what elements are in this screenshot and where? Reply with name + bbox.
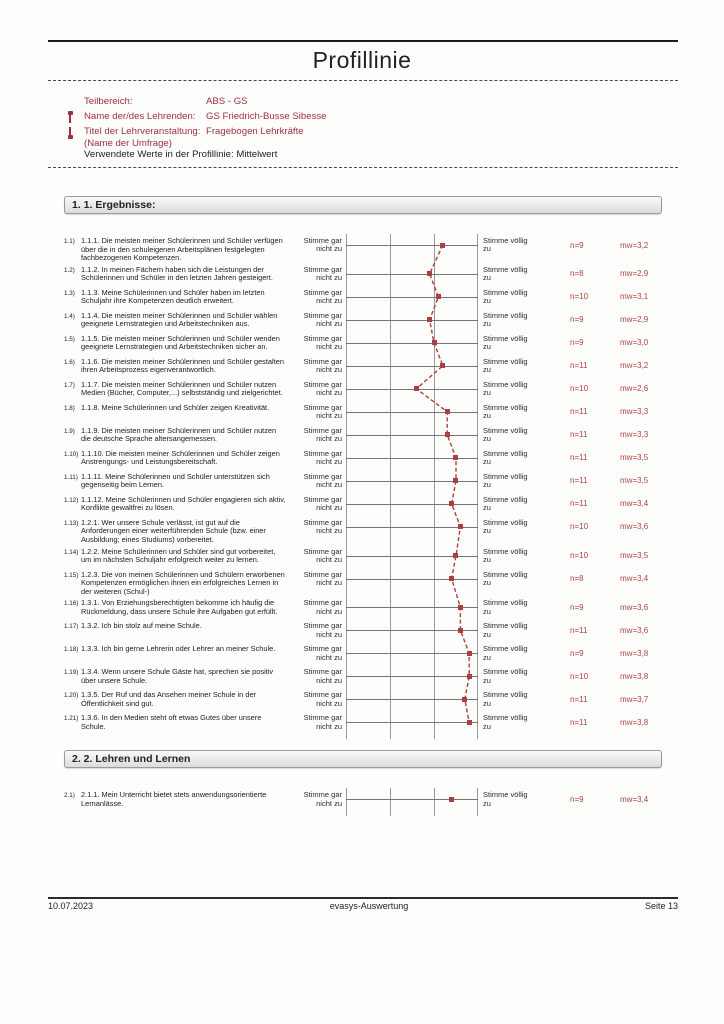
mean-value: mw=2,6 <box>620 384 649 394</box>
scale-label-right: Stimme völlig zu <box>483 448 528 467</box>
mean-value: mw=3,2 <box>620 361 649 371</box>
respondent-count: n=11 <box>570 430 588 440</box>
mean-value: mw=2,9 <box>620 315 649 325</box>
footer-page-number: Seite 13 <box>644 901 678 911</box>
respondent-count: n=9 <box>570 338 584 348</box>
respondent-count: n=11 <box>570 625 588 635</box>
meta-label-line1: Titel der Lehrveranstaltung: <box>84 126 201 137</box>
scale-label-right: Stimme völlig zu <box>483 598 528 616</box>
scale-axis <box>346 320 478 321</box>
question-ref: 1.5) <box>64 335 75 343</box>
question-row <box>64 312 662 332</box>
scale-label-right: Stimme völlig zu <box>483 356 528 375</box>
scale-axis <box>346 699 478 700</box>
mean-value: mw=3,3 <box>620 430 649 440</box>
respondent-count: n=11 <box>570 694 588 704</box>
question-text: 1.2.1. Wer unsere Schule verlässt, ist gut auf die Anforderungen einer weiterführenden Schule (bzw. einer Ausbildung; eines Studiums) vorbereitet. <box>81 517 266 544</box>
profile-chart <box>346 571 478 597</box>
question-ref: 1.12) <box>64 496 79 504</box>
respondent-count: n=10 <box>570 671 589 681</box>
scale-label-left: Stimme gar nicht zu <box>303 310 342 329</box>
meta-row-teilbereich <box>84 96 327 108</box>
scale-tick-2 <box>390 711 391 739</box>
footer-rule <box>48 897 678 899</box>
question-ref: 1.3) <box>64 289 75 297</box>
scale-label-left: Stimme gar nicht zu <box>303 690 342 708</box>
profile-chart <box>346 427 478 447</box>
respondent-count: n=9 <box>570 794 584 804</box>
scale-axis <box>346 343 478 344</box>
scale-tick-4 <box>477 788 478 816</box>
profile-line-start-icon <box>69 112 71 123</box>
scale-label-left: Stimme gar nicht zu <box>303 569 342 587</box>
meta-label-line2: (Name der Umfrage) <box>84 138 172 149</box>
question-ref: 1.4) <box>64 312 75 320</box>
mean-value: mw=3,6 <box>620 625 649 635</box>
mean-value: mw=3,5 <box>620 551 649 561</box>
scale-label-right: Stimme völlig zu <box>483 690 528 708</box>
question-ref: 2.1) <box>64 792 75 800</box>
question-text: 1.3.5. Der Ruf und das Ansehen meiner Schule in der Öffentlichkeit sind gut. <box>81 690 257 708</box>
profile-chart <box>346 289 478 309</box>
respondent-count: n=8 <box>570 574 584 584</box>
row-stats <box>533 473 680 486</box>
top-rule <box>48 40 678 42</box>
question-row <box>64 691 662 711</box>
profile-chart <box>346 519 478 545</box>
mean-value: mw=3,5 <box>620 476 649 486</box>
question-text: 1.1.1. Die meisten meiner Schülerinnen und Schüler verfügen über die in den schuleigenen Arbeitsplänen festgelegten fachbezogenen Kompetenzen. <box>81 236 283 263</box>
mean-marker <box>449 797 454 802</box>
row-stats <box>533 404 680 417</box>
question-text: 1.1.3. Meine Schülerinnen und Schüler haben im letzten Schuljahr ihre Kompetenzen deutlich erweitert. <box>81 287 265 306</box>
question-text: 1.3.1. Von Erziehungsberechtigten bekomme ich häufig die Rückmeldung, dass unsere Schule ihre Aufgaben gut erfüllt. <box>81 598 278 616</box>
question-ref: 1.16) <box>64 600 79 608</box>
scale-label-left: Stimme gar nicht zu <box>303 546 342 564</box>
question-ref: 1.18) <box>64 646 79 654</box>
scale-tick-3 <box>434 711 435 739</box>
question-row <box>64 289 662 309</box>
mean-marker <box>467 651 472 656</box>
row-stats <box>533 335 680 348</box>
meta-row-umfrage <box>84 126 327 150</box>
mean-marker <box>453 553 458 558</box>
scale-label-right: Stimme völlig zu <box>483 713 528 731</box>
mean-value: mw=3,7 <box>620 694 649 704</box>
mean-marker <box>467 720 472 725</box>
question-text: 1.3.6. In den Medien steht oft etwas Gutes über unsere Schule. <box>81 713 262 731</box>
scale-label-right: Stimme völlig zu <box>483 333 528 352</box>
scale-tick-4 <box>477 711 478 739</box>
question-text: 1.1.11. Meine Schülerinnen und Schüler unterstützen sich gegenseitig beim Lernen. <box>81 471 270 490</box>
mean-marker <box>445 432 450 437</box>
respondent-count: n=11 <box>570 407 588 417</box>
profile-chart <box>346 599 478 619</box>
question-row <box>64 473 662 493</box>
mean-marker <box>458 605 463 610</box>
row-stats <box>533 496 680 509</box>
scale-tick-3 <box>434 788 435 816</box>
scale-label-left: Stimme gar nicht zu <box>303 713 342 731</box>
row-stats <box>533 791 680 804</box>
profile-chart <box>346 691 478 711</box>
scale-label-right: Stimme völlig zu <box>483 379 528 398</box>
respondent-count: n=11 <box>570 476 588 486</box>
scale-tick-1 <box>346 788 347 816</box>
mean-value: mw=3,8 <box>620 717 649 727</box>
profile-chart <box>346 266 478 286</box>
scale-label-right: Stimme völlig zu <box>483 471 528 490</box>
section-rows <box>64 791 662 811</box>
profile-chart <box>346 714 478 734</box>
meta-value: ABS - GS <box>206 96 248 107</box>
row-stats <box>533 237 680 250</box>
profile-chart <box>346 791 478 811</box>
question-row <box>64 450 662 470</box>
question-text: 1.3.2. Ich bin stolz auf meine Schule. <box>81 621 202 631</box>
question-text: 1.1.2. In meinen Fächern haben sich die Leistungen der Schülerinnen und Schüler in den letzten Jahren gesteigert. <box>81 264 273 283</box>
question-ref: 1.17) <box>64 623 79 631</box>
meta-row-lehrender <box>84 111 327 123</box>
meta-label: Teilbereich: <box>84 96 133 107</box>
profile-chart <box>346 358 478 378</box>
mean-marker <box>436 294 441 299</box>
question-ref: 1.6) <box>64 358 75 366</box>
scale-axis <box>346 412 478 413</box>
profile-chart <box>346 645 478 665</box>
row-stats <box>533 266 680 279</box>
respondent-count: n=11 <box>570 717 588 727</box>
profile-chart <box>346 404 478 424</box>
scale-label-right: Stimme völlig zu <box>483 790 528 808</box>
question-ref: 1.11) <box>64 473 78 481</box>
dashed-divider <box>48 167 678 168</box>
meta-value: Fragebogen Lehrkräfte <box>206 126 304 137</box>
scale-label-left: Stimme gar nicht zu <box>303 236 342 254</box>
section <box>64 750 662 811</box>
respondent-count: n=11 <box>570 453 588 463</box>
row-stats <box>533 519 680 532</box>
question-text: 1.1.8. Meine Schülerinnen und Schüler zeigen Kreativität. <box>81 402 270 412</box>
scale-label-left: Stimme gar nicht zu <box>303 425 342 444</box>
mean-value: mw=3,2 <box>620 240 649 250</box>
profile-chart <box>346 622 478 642</box>
section-rows <box>64 237 662 734</box>
question-row <box>64 668 662 688</box>
question-row <box>64 358 662 378</box>
footer-date: 10.07.2023 <box>48 901 94 911</box>
question-row <box>64 548 662 568</box>
scale-axis <box>346 722 478 723</box>
question-ref: 1.10) <box>64 450 79 458</box>
respondent-count: n=10 <box>570 384 589 394</box>
scale-label-right: Stimme völlig zu <box>483 546 528 564</box>
mean-marker <box>449 576 454 581</box>
question-row <box>64 622 662 642</box>
question-text: 1.2.3. Die von meinen Schülerinnen und Schülern erworbenen Kompetenzen ermöglichen ihnen ein erfolgreiches Lernen in der weiteren (Schul-) <box>81 569 285 596</box>
meta-label <box>84 126 204 150</box>
mean-marker <box>453 478 458 483</box>
scale-axis <box>346 435 478 436</box>
scale-axis <box>346 366 478 367</box>
question-text: 1.1.12. Meine Schülerinnen und Schüler engagieren sich aktiv, Konflikte gewaltfrei zu lösen. <box>81 494 286 513</box>
mean-marker <box>427 271 432 276</box>
row-stats <box>533 548 680 561</box>
scale-label-right: Stimme völlig zu <box>483 310 528 329</box>
question-ref: 1.20) <box>64 692 79 700</box>
question-text: 1.1.5. Die meisten meiner Schülerinnen und Schüler wenden geeignete Lernstrategien und Arbeitstechniken sicher an. <box>81 333 280 352</box>
mean-value: mw=3,6 <box>620 522 649 532</box>
mean-value: mw=3,0 <box>620 338 649 348</box>
scale-label-right: Stimme völlig zu <box>483 569 528 587</box>
scale-label-left: Stimme gar nicht zu <box>303 264 342 283</box>
respondent-count: n=8 <box>570 269 584 279</box>
row-stats <box>533 645 680 658</box>
page-footer <box>48 901 678 911</box>
scale-label-left: Stimme gar nicht zu <box>303 644 342 662</box>
row-stats <box>533 289 680 302</box>
scale-label-left: Stimme gar nicht zu <box>303 448 342 467</box>
report-meta <box>84 96 327 153</box>
row-stats <box>533 599 680 612</box>
respondent-count: n=9 <box>570 648 584 658</box>
scale-label-right: Stimme völlig zu <box>483 494 528 513</box>
respondent-count: n=10 <box>570 292 589 302</box>
profile-chart <box>346 668 478 688</box>
question-text: 1.1.10. Die meisten meiner Schülerinnen und Schüler zeigen Anstrengungs- und Leistungsbereitschaft. <box>81 448 280 467</box>
mean-marker <box>462 697 467 702</box>
respondent-count: n=9 <box>570 315 584 325</box>
profile-chart <box>346 335 478 355</box>
profile-chart <box>346 450 478 470</box>
question-row <box>64 335 662 355</box>
question-ref: 1.13) <box>64 519 79 527</box>
mean-value: mw=3,3 <box>620 407 649 417</box>
mean-marker <box>458 524 463 529</box>
question-row <box>64 404 662 424</box>
question-row <box>64 645 662 665</box>
section-header: 2. 2. Lehren und Lernen <box>64 750 662 768</box>
question-ref: 1.15) <box>64 571 79 579</box>
profile-chart <box>346 496 478 516</box>
question-row <box>64 496 662 516</box>
row-stats <box>533 312 680 325</box>
profile-chart <box>346 312 478 332</box>
row-stats <box>533 381 680 394</box>
question-text: 1.3.4. Wenn unsere Schule Gäste hat, sprechen sie positiv über unsere Schule. <box>81 667 274 685</box>
question-row <box>64 571 662 597</box>
mean-value: mw=3,4 <box>620 794 649 804</box>
mean-marker <box>440 363 445 368</box>
scale-label-left: Stimme gar nicht zu <box>303 621 342 639</box>
scale-label-left: Stimme gar nicht zu <box>303 402 342 421</box>
mean-marker <box>414 386 419 391</box>
mean-value: mw=3,1 <box>620 292 649 302</box>
mean-marker <box>453 455 458 460</box>
question-row <box>64 381 662 401</box>
mean-marker <box>427 317 432 322</box>
question-ref: 1.7) <box>64 381 75 389</box>
row-stats <box>533 450 680 463</box>
question-ref: 1.9) <box>64 427 75 435</box>
scale-label-left: Stimme gar nicht zu <box>303 287 342 306</box>
row-stats <box>533 427 680 440</box>
scale-label-right: Stimme völlig zu <box>483 644 528 662</box>
scale-label-left: Stimme gar nicht zu <box>303 471 342 490</box>
section-header: 1. 1. Ergebnisse: <box>64 196 662 214</box>
respondent-count: n=11 <box>570 361 588 371</box>
scale-label-left: Stimme gar nicht zu <box>303 356 342 375</box>
row-stats <box>533 358 680 371</box>
scale-axis <box>346 504 478 505</box>
mean-value: mw=2,9 <box>620 269 649 279</box>
question-row <box>64 519 662 545</box>
footer-app-name: evasys-Auswertung <box>329 901 409 911</box>
question-text: 1.1.4. Die meisten meiner Schülerinnen und Schüler wählen geeignete Lernstrategien und Arbeitstechniken aus. <box>81 310 278 329</box>
scale-label-left: Stimme gar nicht zu <box>303 517 342 536</box>
page-title: Profillinie <box>312 47 412 73</box>
scale-label-right: Stimme völlig zu <box>483 264 528 283</box>
scale-tick-1 <box>346 711 347 739</box>
scale-axis <box>346 653 478 654</box>
respondent-count: n=9 <box>570 240 584 250</box>
question-row <box>64 427 662 447</box>
scale-axis <box>346 274 478 275</box>
scale-label-left: Stimme gar nicht zu <box>303 379 342 398</box>
profile-chart <box>346 381 478 401</box>
scale-label-right: Stimme völlig zu <box>483 517 528 536</box>
row-stats <box>533 622 680 635</box>
scale-label-left: Stimme gar nicht zu <box>303 494 342 513</box>
question-row <box>64 599 662 619</box>
question-text: 1.1.7. Die meisten meiner Schülerinnen und Schüler nutzen Medien (Bücher, Computer,...) selbstständig und zielgerichtet. <box>81 379 283 398</box>
question-text: 2.1.1. Mein Unterricht bietet stets anwendungsorientierte Lernanlässe. <box>81 790 267 808</box>
question-row <box>64 791 662 811</box>
scale-axis <box>346 389 478 390</box>
question-ref: 1.21) <box>64 715 79 723</box>
row-stats <box>533 691 680 704</box>
mean-value: mw=3,5 <box>620 453 649 463</box>
mean-marker <box>432 340 437 345</box>
question-row <box>64 237 662 263</box>
question-text: 1.3.3. Ich bin gerne Lehrerin oder Lehrer an meiner Schule. <box>81 644 276 654</box>
scale-label-right: Stimme völlig zu <box>483 287 528 306</box>
dashed-divider <box>48 80 678 81</box>
respondent-count: n=11 <box>570 499 588 509</box>
values-note: Verwendete Werte in der Profillinie: Mittelwert <box>84 149 278 160</box>
scale-label-left: Stimme gar nicht zu <box>303 598 342 616</box>
respondent-count: n=10 <box>570 551 589 561</box>
respondent-count: n=9 <box>570 602 584 612</box>
question-row <box>64 266 662 286</box>
question-text: 1.2.2. Meine Schülerinnen und Schüler sind gut vorbereitet, um im nächsten Schuljahr erfolgreich weiter zu lernen. <box>81 546 276 565</box>
mean-marker <box>458 628 463 633</box>
scale-label-left: Stimme gar nicht zu <box>303 333 342 352</box>
question-text: 1.1.9. Die meisten meiner Schülerinnen und Schüler nutzen die deutsche Sprache altersangemessen. <box>81 425 277 444</box>
profile-line-end-icon <box>69 127 71 138</box>
scale-label-right: Stimme völlig zu <box>483 621 528 639</box>
results-sections <box>64 196 662 814</box>
profile-chart <box>346 237 478 263</box>
scale-label-right: Stimme völlig zu <box>483 236 528 254</box>
scale-label-left: Stimme gar nicht zu <box>303 790 342 808</box>
mean-value: mw=3,8 <box>620 671 649 681</box>
question-ref: 1.2) <box>64 266 75 274</box>
scale-axis <box>346 799 478 800</box>
mean-marker <box>467 674 472 679</box>
mean-marker <box>440 243 445 248</box>
scale-label-right: Stimme völlig zu <box>483 667 528 685</box>
mean-marker <box>445 409 450 414</box>
scale-axis <box>346 297 478 298</box>
question-ref: 1.14) <box>64 548 79 556</box>
scale-axis <box>346 579 478 580</box>
section <box>64 196 662 734</box>
respondent-count: n=10 <box>570 522 589 532</box>
scale-label-right: Stimme völlig zu <box>483 402 528 421</box>
question-ref: 1.1) <box>64 238 75 245</box>
mean-marker <box>449 501 454 506</box>
scale-label-left: Stimme gar nicht zu <box>303 667 342 685</box>
mean-value: mw=3,4 <box>620 574 649 584</box>
mean-value: mw=3,6 <box>620 602 649 612</box>
scale-tick-2 <box>390 788 391 816</box>
meta-label: Name der/des Lehrenden: <box>84 111 196 122</box>
scale-axis <box>346 245 478 246</box>
profile-chart <box>346 548 478 568</box>
mean-value: mw=3,4 <box>620 499 649 509</box>
question-row <box>64 714 662 734</box>
question-text: 1.1.6. Die meisten meiner Schülerinnen und Schüler gestalten ihren Arbeitsprozess eigenverantwortlich. <box>81 356 284 375</box>
scale-label-right: Stimme völlig zu <box>483 425 528 444</box>
meta-value: GS Friedrich-Busse Sibesse <box>206 111 327 122</box>
question-ref: 1.8) <box>64 404 75 412</box>
profile-chart <box>346 473 478 493</box>
mean-value: mw=3,8 <box>620 648 649 658</box>
row-stats <box>533 668 680 681</box>
row-stats <box>533 571 680 584</box>
row-stats <box>533 714 680 727</box>
scale-axis <box>346 676 478 677</box>
question-ref: 1.19) <box>64 669 79 677</box>
